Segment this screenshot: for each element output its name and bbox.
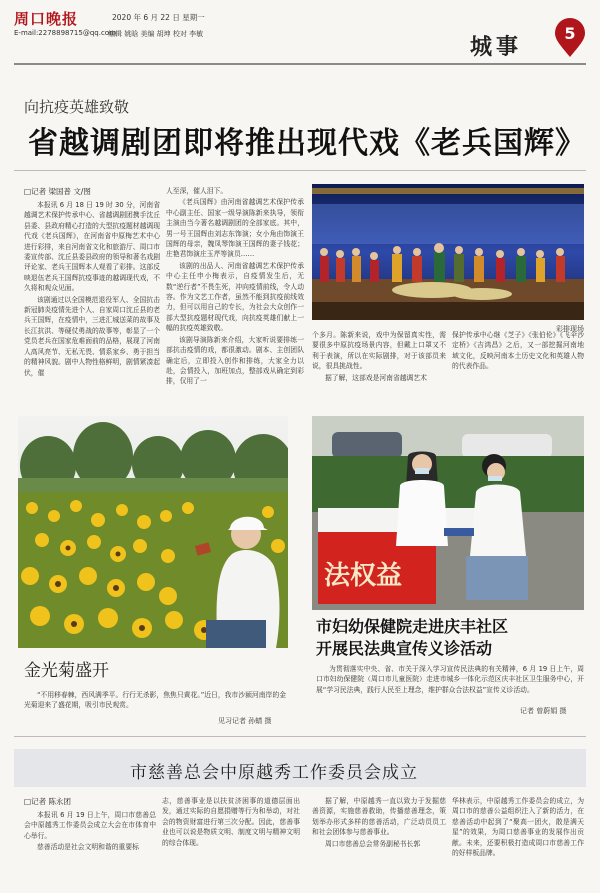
article-column-1 [24, 200, 160, 379]
paragraph: 个多月。陈新来说，戏中为保留真实性，需要很多中原抗疫场景内容，但戴上口罩又不利于表演，所以在实际剧排，对于该部员来说，很具挑战性。 [312, 331, 446, 371]
paragraph: 为贯彻落实中央、省、市关于深入学习宣传民法典的有关精神，6 月 19 日上午，周口市妇幼保健院（周口市儿童医院）走进市城乡一体化示范区庆丰社区卫生服务中心，开展“学习民法典，践行人民至上理念，维护群众合法权益”宣传义诊活动。 [316, 665, 584, 694]
health-article-title [316, 616, 584, 660]
charity-column-3 [312, 796, 446, 850]
editor-credits: 编辑 姚晗 美编 胡坤 校对 李敏 [108, 30, 204, 38]
article-column-4 [452, 330, 584, 373]
section-name: 城事 [470, 34, 523, 60]
charity-headline: 市慈善总会中原越秀工作委员会成立 [130, 763, 418, 783]
paragraph: 该剧的出品人、河南省越调艺术保护传承中心主任申小梅表示，自疫情发生后，无数“逆行者”不畏生死，冲向疫情前线，令人动容。作为文艺工作者，虽然不能到抗疫前线效力，但可以用自己的专长，为社会大众创作一部大型抗疫题材现代戏，向抗疫英雄们献上一幅的抗疫英雄致敬。 [166, 261, 304, 333]
paragraph: 本报讯 6 月 19 日上午，周口市慈善总会中原越秀工作委员会成立大会在市体育中心举行。 [24, 811, 156, 840]
paragraph: 华林表示，中原越秀工作委员会的成立，为周口市的慈善公益组织注入了新的活力，在慈善活动中起到了“聚高一团火，散是满天星”的效果，为周口慈善事业的发展作出贡献。未来，还要积极打造成周口市慈善工作的好样板品牌。 [452, 797, 584, 858]
photo-caption: 彩排现场 [556, 325, 584, 333]
page-number: 5 [564, 24, 576, 43]
paragraph: 该剧通过以全国模范退役军人、全国抗击新冠肺炎疫情先进个人、自家周口沈丘县的老兵王国辉，在疫情中，三进汇城送菜的故事及长江抗洪、等硬仗勇战的故事等，彰显了一个党员老兵在国家危难面前的品格，展现了河南人高风亮节、无私无畏、情系家乡、勇于担当的精神风貌。剧中人物性格鲜明，剧情紧凑起伏，催 [24, 295, 160, 377]
paragraph: 慈善活动是社会文明和谐的重要标 [37, 843, 139, 852]
health-article-body [316, 664, 584, 696]
photo-news-caption [24, 690, 286, 712]
free-clinic-photo [312, 416, 584, 610]
photo-news-title: 金光菊盛开 [24, 661, 109, 681]
newspaper-logo: 周口晚报 [14, 10, 79, 28]
photo-credit: 见习记者 孙蜻 摄 [218, 717, 272, 725]
charity-byline: □记者 陈永团 [24, 797, 71, 806]
charity-column-4 [452, 796, 584, 859]
charity-column-2 [162, 796, 300, 849]
paragraph: 据了解，中原越秀一直以致力于发掘慈善资源，实施慈善救助，传播慈善理念，策划举办形式多样的慈善活动，广泛动员员工和社会团体参与慈善事业。 [312, 797, 446, 837]
charity-column-1 [24, 810, 156, 854]
paragraph: 该剧导演陈新来介绍，大家听说要排练一部抗击疫情的戏，都很激动。剧本、主创团队确定后，立即投入创作和排练，大家全力以赴，会情投入，加班加点，整部戏从确定到彩排，仅用了一 [166, 335, 304, 386]
page-number-badge [553, 18, 587, 58]
contact-email: E-mail:2278898715@qq.com [14, 29, 116, 37]
photo-credit: 记者 曾蔚娟 摄 [520, 707, 567, 715]
issue-date: 2020 年 6 月 22 日 星期一 [112, 13, 205, 22]
article-headline: 省越调剧团即将推出现代戏《老兵国辉》 [28, 126, 586, 161]
section-rule [14, 736, 586, 737]
title-line-1: 市妇幼保健院走进庆丰社区 [316, 617, 509, 636]
article-kicker: 向抗疫英雄致敬 [24, 98, 130, 116]
paragraph: “不用移春棘，西风满季平。行行无杀影，焦焦只黄花。”近日，我市沙颍河南岸的金光菊迎来了盛花期，吸引市民观赏。 [24, 691, 286, 710]
paragraph: 人至深，催人泪下。 [166, 187, 228, 195]
opera-rehearsal-photo [312, 184, 584, 320]
headline-rule [14, 170, 586, 171]
paragraph: 《老兵国辉》由河南省越调艺术保护传承中心副主任、国家一级导演陈新来执导，领衔主演由当今著名越调剧团的全部家底。其中，男一号王国辉由刘志东饰演；女小角由饰演王国辉的母亲，魏凤琴饰演王国辉的妻子钱花；庄艳君饰演庄玉芹等演员…… [166, 198, 304, 259]
paragraph: 周口市慈善总会常务副秘书长郭 [325, 839, 421, 848]
sunflower-field-photo [18, 416, 288, 648]
banner-text: 法权益 [324, 561, 403, 591]
article-column-2 [166, 186, 304, 388]
paragraph: 本报讯 6 月 18 日 19 时 30 分，河南省越调艺术保护传承中心、省越调剧团携手沈丘县委、县政府精心打造的大型抗疫题材越调现代戏《老兵国辉》，在河南省中原梅艺术中心进行彩排，来自河南省文化和旅游厅、周口市委宣传部、沈丘县委县政府的领导和著名戏剧评论家、老兵王国辉本人观看了彩排。这部反映退伍老兵王国辉抗疫事迹的越调现代戏，不久将和观众见面。 [24, 201, 160, 293]
article-column-3 [312, 330, 446, 384]
paragraph: 保护传承中心继《芝子》《张伯伦》《飞伞沙定桥》《吉鸿昌》之后，又一部挖掘河南地域文化，反映河南本土历史文化和英雄人物的代表作品。 [452, 331, 584, 371]
article-byline: □记者 梁国普 文/图 [24, 187, 91, 196]
title-line-2: 开展民法典宣传义诊活动 [316, 639, 493, 658]
paragraph: 据了解，这部戏是河南省越调艺术 [325, 373, 427, 382]
paragraph: 志，慈善事业是以扶贫济困事的道德层面出发，通过实际的自愿捐赠等行为和举动，对社会的物资财富进行第三次分配。因此，慈善事业也可以说是物质文明、制度文明与精神文明的综合体现。 [162, 797, 300, 847]
masthead-rule [14, 63, 586, 65]
